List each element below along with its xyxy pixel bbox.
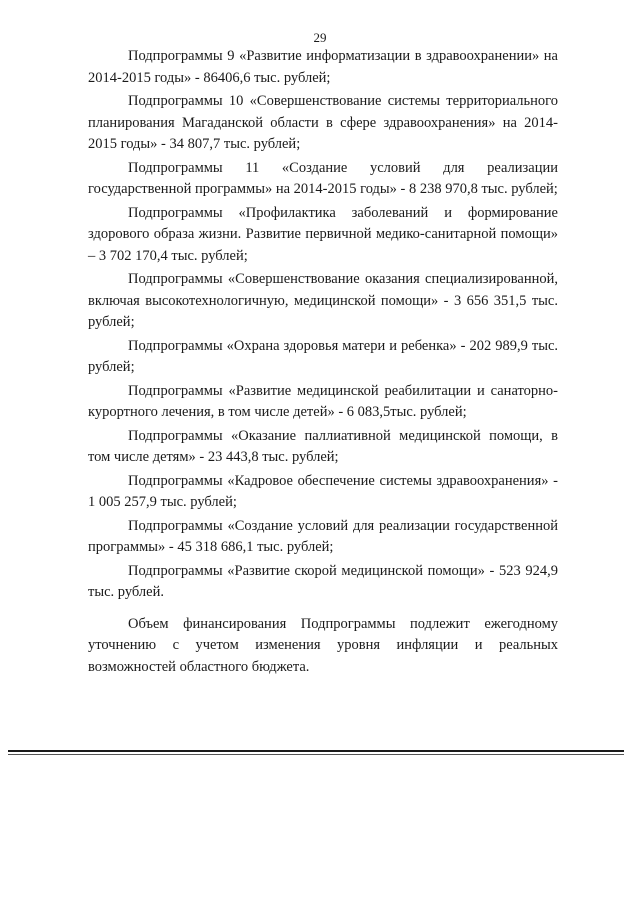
paragraph-palliative-care: Подпрограммы «Оказание паллиативной медицинской помощи, в том числе детям» - 23 443,8 тыс. рублей; [88,427,558,465]
page-divider [8,750,624,752]
paragraph-specialized-care: Подпрограммы «Совершенствование оказания специализированной, включая высокотехнологичную, медицинской помощи» - 3 656 351,5 тыс. рублей; [88,271,558,330]
paragraph-emergency-care: Подпрограммы «Развитие скорой медицинской помощи» - 523 924,9 тыс. рублей. [88,562,558,600]
paragraph-maternal-health: Подпрограммы «Охрана здоровья матери и ребенка» - 202 989,9 тыс. рублей; [88,337,558,375]
paragraph-subprogram-11: Подпрограммы 11 «Создание условий для реализации государственной программы» на 2014-2015 годы» - 8 238 970,8 тыс. рублей; [88,159,558,197]
page-divider-shadow [8,754,624,755]
paragraph-subprogram-10: Подпрограммы 10 «Совершенствование системы территориального планирования Магаданской области в сфере здравоохранения» на 2014-2015 годы» - 34 807,7 тыс. рублей; [88,93,558,152]
paragraph-subprogram-9: Подпрограммы 9 «Развитие информатизации в здравоохранении» на 2014-2015 годы» - 86406,6 тыс. рублей; [88,48,558,86]
paragraph-funding-note: Объем финансирования Подпрограммы подлежит ежегодному уточнению с учетом изменения уровня инфляции и реальных возможностей областного бюджета. [88,615,558,675]
paragraph-rehabilitation: Подпрограммы «Развитие медицинской реабилитации и санаторно-курортного лечения, в том числе детей» - 6 083,5тыс. рублей; [88,382,558,420]
page-number: 29 [313,30,327,45]
paragraph-program-conditions: Подпрограммы «Создание условий для реализации государственной программы» - 45 318 686,1 тыс. рублей; [88,517,558,555]
paragraph-staffing: Подпрограммы «Кадровое обеспечение системы здравоохранения» - 1 005 257,9 тыс. рублей; [88,472,558,510]
document-body [88,46,558,680]
paragraph-prevention: Подпрограммы «Профилактика заболеваний и формирование здорового образа жизни. Развитие первичной медико-санитарной помощи» – 3 702 170,4 тыс. рублей; [88,204,558,264]
